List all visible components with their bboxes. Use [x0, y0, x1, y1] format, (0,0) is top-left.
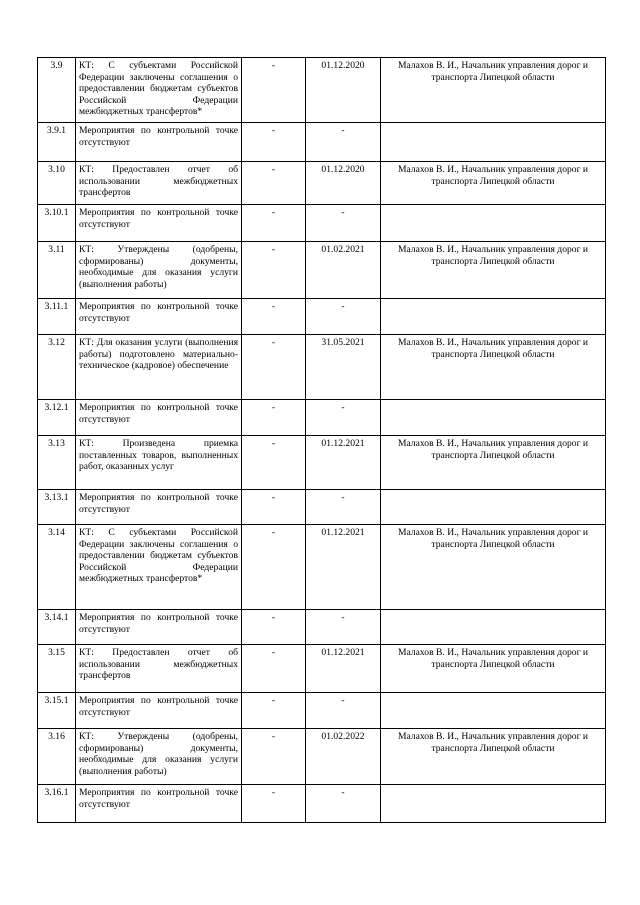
row-date: 31.05.2021: [306, 335, 381, 400]
row-base-value: -: [242, 729, 306, 785]
row-description: КТ: Предоставлен отчет об использовании межбюджетных трансфертов: [76, 162, 242, 205]
row-description: Мероприятия по контрольной точке отсутствуют: [76, 205, 242, 242]
row-description: КТ: С субъектами Российской Федерации заключены соглашения о предоставлении бюджетам субъектов Российской Федерации межбюджетных трансфертов*: [76, 525, 242, 610]
table-row: [38, 693, 606, 729]
row-base-value: -: [242, 242, 306, 299]
row-base-value: -: [242, 400, 306, 436]
row-base-value: -: [242, 205, 306, 242]
row-date: -: [306, 205, 381, 242]
row-responsible: Малахов В. И., Начальник управления дорог и транспорта Липецкой области: [381, 335, 606, 400]
row-base-value: -: [242, 162, 306, 205]
row-base-value: -: [242, 123, 306, 162]
row-description: КТ: Предоставлен отчет об использовании межбюджетных трансфертов: [76, 645, 242, 693]
row-date: -: [306, 400, 381, 436]
row-date: 01.12.2020: [306, 58, 381, 123]
row-number: 3.10.1: [38, 205, 76, 242]
row-description: Мероприятия по контрольной точке отсутствуют: [76, 785, 242, 823]
row-description: КТ: Для оказания услуги (выполнения работы) подготовлено материально-техническое (кадровое) обеспечение: [76, 335, 242, 400]
row-responsible: [381, 400, 606, 436]
row-number: 3.14: [38, 525, 76, 610]
table-row: [38, 490, 606, 525]
table-row: [38, 299, 606, 335]
row-number: 3.10: [38, 162, 76, 205]
row-responsible: [381, 610, 606, 645]
row-number: 3.12: [38, 335, 76, 400]
control-points-table: [37, 57, 606, 823]
row-description: КТ: Утверждены (одобрены, сформированы) документы, необходимые для оказания услуги (выполнения работы): [76, 242, 242, 299]
row-date: 01.02.2021: [306, 242, 381, 299]
row-base-value: -: [242, 335, 306, 400]
row-description: КТ: С субъектами Российской Федерации заключены соглашения о предоставлении бюджетам субъектов Российской Федерации межбюджетных трансфертов*: [76, 58, 242, 123]
row-responsible: Малахов В. И., Начальник управления дорог и транспорта Липецкой области: [381, 729, 606, 785]
row-date: -: [306, 299, 381, 335]
table-row: [38, 436, 606, 490]
row-number: 3.9.1: [38, 123, 76, 162]
row-date: 01.12.2020: [306, 162, 381, 205]
row-responsible: [381, 123, 606, 162]
table-row: [38, 785, 606, 823]
row-date: 01.02.2022: [306, 729, 381, 785]
row-description: Мероприятия по контрольной точке отсутствуют: [76, 123, 242, 162]
row-date: -: [306, 490, 381, 525]
table-row: [38, 610, 606, 645]
row-responsible: Малахов В. И., Начальник управления дорог и транспорта Липецкой области: [381, 436, 606, 490]
row-number: 3.12.1: [38, 400, 76, 436]
row-responsible: [381, 490, 606, 525]
row-base-value: -: [242, 490, 306, 525]
row-number: 3.15.1: [38, 693, 76, 729]
row-date: -: [306, 123, 381, 162]
row-responsible: Малахов В. И., Начальник управления дорог и транспорта Липецкой области: [381, 525, 606, 610]
row-responsible: [381, 785, 606, 823]
row-date: 01.12.2021: [306, 436, 381, 490]
table-row: [38, 729, 606, 785]
row-date: -: [306, 693, 381, 729]
row-base-value: -: [242, 436, 306, 490]
table-row: [38, 162, 606, 205]
row-base-value: -: [242, 645, 306, 693]
row-responsible: Малахов В. И., Начальник управления дорог и транспорта Липецкой области: [381, 162, 606, 205]
row-description: Мероприятия по контрольной точке отсутствуют: [76, 299, 242, 335]
row-responsible: [381, 205, 606, 242]
row-description: Мероприятия по контрольной точке отсутствуют: [76, 490, 242, 525]
row-number: 3.11.1: [38, 299, 76, 335]
row-base-value: -: [242, 785, 306, 823]
row-description: КТ: Утверждены (одобрены, сформированы) документы, необходимые для оказания услуги (выполнения работы): [76, 729, 242, 785]
table-row: [38, 645, 606, 693]
table-row: [38, 400, 606, 436]
row-base-value: -: [242, 610, 306, 645]
row-responsible: Малахов В. И., Начальник управления дорог и транспорта Липецкой области: [381, 58, 606, 123]
row-responsible: [381, 693, 606, 729]
table-row: [38, 525, 606, 610]
row-number: 3.16.1: [38, 785, 76, 823]
row-base-value: -: [242, 525, 306, 610]
row-date: -: [306, 785, 381, 823]
table-row: [38, 335, 606, 400]
table-row: [38, 205, 606, 242]
row-description: КТ: Произведена приемка поставленных товаров, выполненных работ, оказанных услуг: [76, 436, 242, 490]
row-number: 3.16: [38, 729, 76, 785]
row-description: Мероприятия по контрольной точке отсутствуют: [76, 610, 242, 645]
row-date: 01.12.2021: [306, 645, 381, 693]
row-base-value: -: [242, 693, 306, 729]
row-base-value: -: [242, 299, 306, 335]
table-row: [38, 242, 606, 299]
row-number: 3.13.1: [38, 490, 76, 525]
table-row: [38, 58, 606, 123]
row-number: 3.13: [38, 436, 76, 490]
table-row: [38, 123, 606, 162]
row-date: 01.12.2021: [306, 525, 381, 610]
row-responsible: Малахов В. И., Начальник управления дорог и транспорта Липецкой области: [381, 645, 606, 693]
row-number: 3.15: [38, 645, 76, 693]
row-description: Мероприятия по контрольной точке отсутствуют: [76, 693, 242, 729]
row-base-value: -: [242, 58, 306, 123]
row-responsible: Малахов В. И., Начальник управления дорог и транспорта Липецкой области: [381, 242, 606, 299]
row-number: 3.11: [38, 242, 76, 299]
row-date: -: [306, 610, 381, 645]
row-number: 3.14.1: [38, 610, 76, 645]
row-number: 3.9: [38, 58, 76, 123]
row-description: Мероприятия по контрольной точке отсутствуют: [76, 400, 242, 436]
row-responsible: [381, 299, 606, 335]
